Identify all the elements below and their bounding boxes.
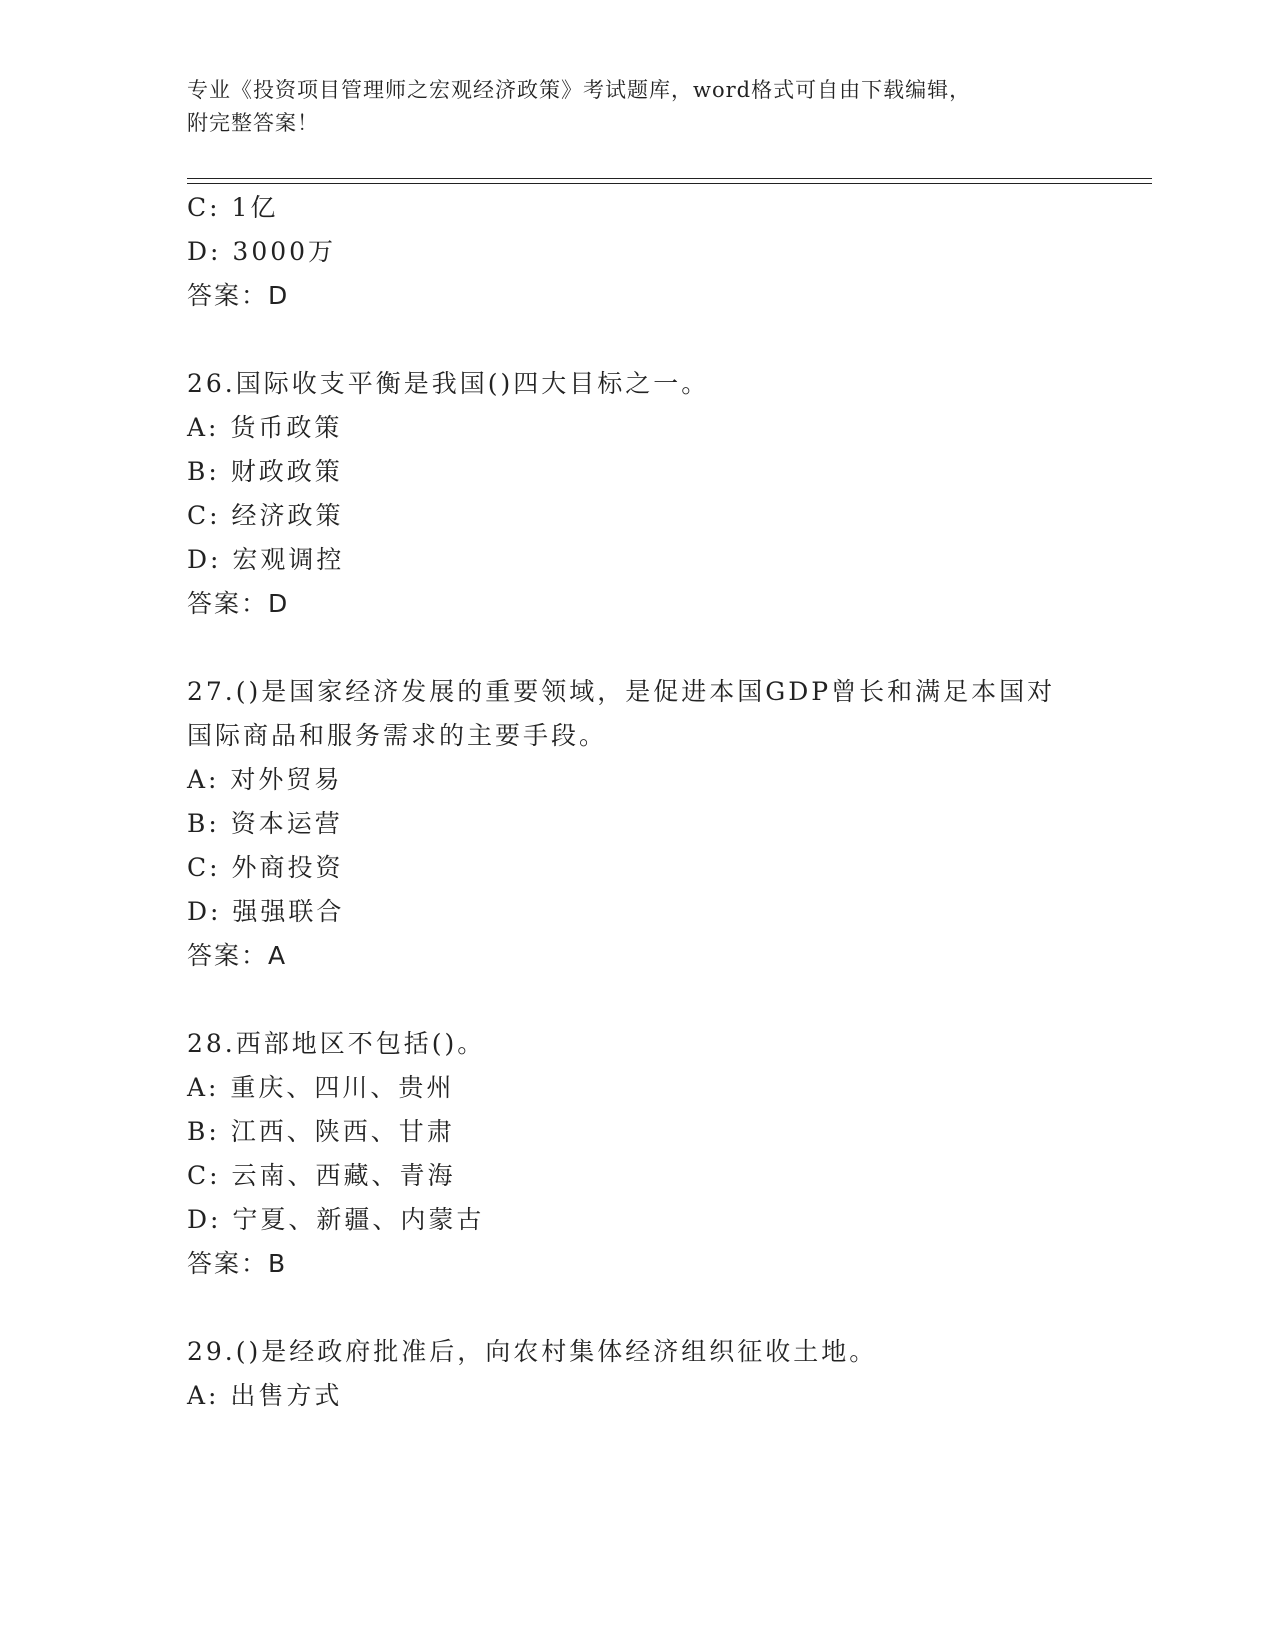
header-divider-top — [187, 178, 1152, 179]
q29-option-a: A: 出售方式 — [187, 1381, 343, 1410]
q27-option-a: A: 对外贸易 — [187, 765, 343, 794]
prev-answer: 答案：D — [187, 281, 290, 310]
q28-option-b: B: 江西、陕西、甘肃 — [187, 1117, 455, 1146]
header-line-2: 附完整答案！ — [187, 111, 319, 135]
q27-option-c: C: 外商投资 — [187, 853, 344, 882]
q28-option-d: D: 宁夏、新疆、内蒙古 — [187, 1205, 485, 1234]
q26-option-b: B: 财政政策 — [187, 457, 343, 486]
q28-option-a: A: 重庆、四川、贵州 — [187, 1073, 455, 1102]
prev-option-c: C: 1亿 — [187, 193, 279, 222]
header-divider-bottom — [187, 183, 1152, 184]
q27-option-b: B: 资本运营 — [187, 809, 343, 838]
q26-option-d: D: 宏观调控 — [187, 545, 345, 574]
q27-stem-line-1: 27.()是国家经济发展的重要领域，是促进本国GDP曾长和满足本国对 — [187, 677, 1056, 706]
document-header — [187, 74, 1067, 140]
q27-stem-line-2: 国际商品和服务需求的主要手段。 — [187, 721, 608, 750]
header-line-1: 专业《投资项目管理师之宏观经济政策》考试题库，word格式可自由下载编辑， — [187, 78, 972, 102]
q26-stem: 26.国际收支平衡是我国()四大目标之一。 — [187, 369, 710, 398]
q26-option-c: C: 经济政策 — [187, 501, 344, 530]
q27-option-d: D: 强强联合 — [187, 897, 345, 926]
q28-answer: 答案：B — [187, 1249, 288, 1278]
q26-option-a: A: 货币政策 — [187, 413, 343, 442]
q28-option-c: C: 云南、西藏、青海 — [187, 1161, 456, 1190]
q29-stem: 29.()是经政府批准后，向农村集体经济组织征收土地。 — [187, 1337, 878, 1366]
q26-answer: 答案：D — [187, 589, 290, 618]
q28-stem: 28.西部地区不包括()。 — [187, 1029, 486, 1058]
q27-answer: 答案：A — [187, 941, 288, 970]
prev-option-d: D: 3000万 — [187, 237, 337, 266]
